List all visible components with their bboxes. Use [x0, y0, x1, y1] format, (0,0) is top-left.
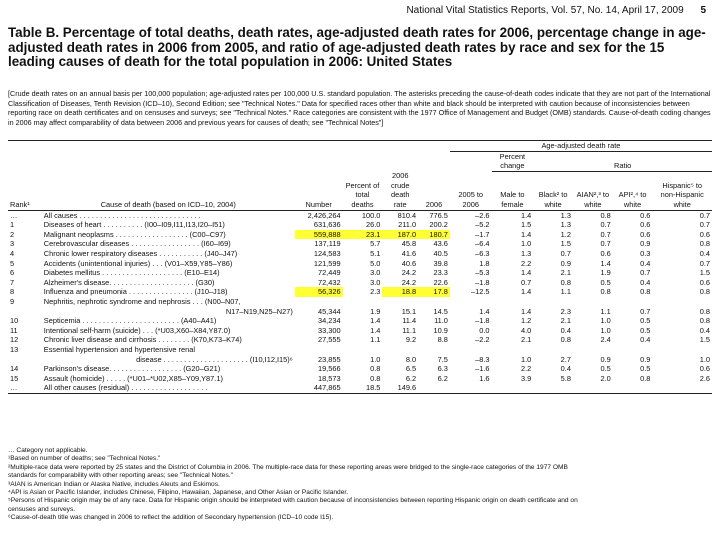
crude-rate: 24.2 — [401, 268, 417, 278]
ratio-aian-white: 0.6 — [600, 249, 611, 259]
ratio-api-white: 0.7 — [640, 268, 651, 278]
crude-rate: 15.1 — [401, 306, 417, 316]
group-percent-change-header: Percent change — [492, 151, 534, 171]
col-number-header: Number — [295, 171, 343, 210]
ratio-api-white: 0.4 — [640, 277, 651, 287]
cause-name: Chronic liver disease and cirrhosis . . . . . . . . (K70,K73–K74) — [43, 335, 242, 345]
cause-name: All causes . . . . . . . . . . . . . . . . . . . . . . . . . . . . . . — [43, 210, 201, 220]
ratio-aian-white: 2.4 — [600, 335, 611, 345]
ratio-aian-white — [573, 297, 613, 307]
table-row — [8, 278, 712, 288]
ratio-aian-white: 1.9 — [600, 268, 611, 278]
age-adjusted-rate: 14.5 — [433, 306, 448, 316]
ratio-api-white: 0.6 — [640, 229, 651, 239]
percent-total: 1.4 — [370, 316, 381, 326]
ratio-black-white: 2.7 — [560, 354, 571, 364]
ratio-black-white — [533, 383, 573, 393]
ratio-api-white: 0.3 — [640, 249, 651, 259]
percent-total: 1.4 — [370, 325, 381, 335]
cause-name: N17–N19,N25–N27) — [225, 306, 293, 316]
ratio-hispanic: 0.6 — [699, 364, 710, 374]
death-count: 2,426,264 — [307, 210, 341, 220]
cause-name: Intentional self-harm (suicide) . . . (*U03,X60–X84,Y87.0) — [43, 325, 231, 335]
table-row — [8, 316, 712, 326]
age-adjusted-rate: 11.0 — [434, 316, 448, 326]
ratio-aian-white: 0.5 — [600, 277, 611, 287]
footnote: ⁶Cause-of-death title was changed in 2006 to reflect the addition of Secondary hypertension (ICD–10 code I15). — [8, 514, 334, 522]
cause-rank: 10 — [10, 316, 19, 326]
ratio-hispanic: 0.7 — [699, 258, 710, 268]
table-row — [8, 364, 712, 374]
ratio-hispanic: 2.6 — [699, 373, 710, 383]
percent-change: 1.6 — [479, 373, 490, 383]
ratio-black-white: 0.7 — [560, 249, 571, 259]
ratio-male-female: 3.9 — [520, 373, 532, 383]
ratio-api-white — [613, 297, 653, 307]
table-row — [8, 307, 712, 317]
ratio-api-white: 0.7 — [640, 306, 651, 316]
ratio-api-white: 0.6 — [640, 210, 651, 220]
age-adjusted-rate — [418, 383, 450, 393]
cause-rank: 9 — [10, 297, 15, 306]
ratio-black-white: 1.5 — [560, 239, 571, 249]
ratio-aian-white: 1.0 — [600, 316, 611, 326]
death-count — [295, 345, 343, 355]
col-aian-header: AIAN²,³ to white — [573, 171, 613, 210]
ratio-api-white: 0.8 — [640, 373, 651, 383]
age-adjusted-rate: 6.3 — [437, 364, 448, 374]
cause-rank: 15 — [10, 373, 19, 383]
percent-total: 5.0 — [370, 258, 381, 268]
age-adjusted-rate — [418, 297, 450, 307]
percent-change — [450, 383, 492, 393]
cause-rank: 5 — [10, 258, 15, 268]
ratio-aian-white: 2.0 — [600, 373, 611, 383]
ratio-aian-white — [573, 345, 613, 355]
percent-change: 1.4 — [479, 306, 490, 316]
col-api-header: API²,⁴ to white — [613, 171, 653, 210]
table-row — [8, 259, 712, 269]
age-adjusted-rate: 10.9 — [433, 325, 448, 335]
cause-rank — [8, 307, 42, 317]
footnote: ²Multiple-race data were reported by 25 states and the District of Columbia in 2006. The multiple-race data for these reporting areas were bridged to the single-race categories of the 1977 OMB — [8, 463, 568, 471]
ratio-api-white — [613, 383, 653, 393]
cause-name: Cerebrovascular diseases . . . . . . . . . . . . . . . . . (I60–I69) — [43, 239, 231, 249]
ratio-male-female: 1.5 — [520, 220, 532, 230]
death-count: 559,888 — [295, 230, 343, 240]
ratio-black-white: 0.8 — [560, 335, 571, 345]
ratio-black-white: 2.1 — [560, 268, 571, 278]
cause-name: Chronic lower respiratory diseases . . . . . . . . . . . (J40–J47) — [43, 249, 238, 259]
crude-rate: 810.4 — [397, 210, 417, 220]
ratio-aian-white — [573, 383, 613, 393]
ratio-aian-white: 0.5 — [600, 364, 611, 374]
footnotes — [8, 447, 712, 523]
ratio-black-white — [533, 297, 573, 307]
footnote: ⁴API is Asian or Pacific Islander, includes Chinese, Filipino, Hawaiian, Japanese, and Other Asian or Pacific Islander. — [8, 489, 349, 497]
col-male-header: Male to female — [492, 171, 534, 210]
ratio-aian-white: 1.0 — [600, 325, 611, 335]
death-count: 72,449 — [317, 268, 341, 278]
group-age-adjusted-header: Age-adjusted death rate — [450, 141, 712, 152]
crude-rate: 9.2 — [405, 335, 417, 345]
ratio-hispanic: 0.4 — [699, 325, 710, 335]
table-row — [8, 239, 712, 249]
crude-rate: 211.0 — [398, 220, 417, 230]
ratio-male-female: 4.0 — [520, 325, 532, 335]
ratio-api-white: 0.4 — [640, 335, 651, 345]
ratio-hispanic: 1.5 — [699, 335, 710, 345]
death-count: 447,865 — [295, 383, 343, 393]
ratio-hispanic — [652, 383, 712, 393]
percent-total: 0.8 — [370, 364, 381, 374]
ratio-male-female: 1.4 — [520, 210, 532, 220]
age-adjusted-rate: 23.3 — [433, 268, 448, 278]
ratio-male-female: 1.3 — [520, 249, 532, 259]
percent-total: 3.0 — [370, 268, 381, 278]
footnote: ¹Based on number of deaths; see "Technical Notes." — [8, 455, 161, 463]
ratio-black-white: 0.9 — [560, 258, 571, 268]
ratio-aian-white: 1.1 — [600, 306, 611, 316]
ratio-male-female: 1.4 — [520, 306, 532, 316]
death-count: 631,636 — [313, 220, 341, 230]
death-count: 56,326 — [295, 287, 343, 297]
percent-total: 1.0 — [370, 354, 381, 364]
journal-title: National Vital Statistics Reports, Vol. 57, No. 14, April 17, 2009 — [406, 5, 684, 16]
table-row — [8, 249, 712, 259]
crude-rate: 6.5 — [405, 364, 417, 374]
age-adjusted-rate: 6.2 — [437, 373, 448, 383]
ratio-male-female: 0.7 — [520, 277, 532, 287]
percent-total: 1.9 — [370, 306, 381, 316]
crude-rate: 187.0 — [382, 230, 418, 240]
footnote: ³AIAN is American Indian or Alaska Native, includes Aleuts and Eskimos. — [8, 480, 220, 488]
crude-rate: 24.2 — [401, 277, 417, 287]
footnote: ⁵Persons of Hispanic origin may be of any race. Data for Hispanic origin should be interpreted with caution because of inconsistencies between reporting Hispanic origin on death certificate and on — [8, 497, 578, 505]
cause-rank: 1 — [10, 220, 15, 230]
crude-rate: 6.2 — [405, 373, 417, 383]
cause-name: Essential hypertension and hypertensive renal — [43, 344, 195, 354]
cause-rank — [8, 355, 42, 365]
ratio-aian-white: 0.9 — [600, 354, 611, 364]
ratio-male-female: 1.0 — [520, 239, 532, 249]
age-adjusted-rate: 22.6 — [433, 277, 448, 287]
footnote: … Category not applicable. — [8, 447, 88, 454]
cause-name: disease . . . . . . . . . . . . . . . . . . . . . (I10,I12,I15)⁶ — [136, 354, 293, 364]
crude-rate: 8.0 — [405, 354, 417, 364]
ratio-aian-white: 0.7 — [600, 239, 611, 249]
death-count — [295, 297, 343, 307]
crude-rate: 18.8 — [382, 287, 418, 297]
death-count: 72,432 — [317, 277, 341, 287]
ratio-api-white: 0.8 — [640, 287, 651, 297]
percent-change: –2.6 — [475, 210, 490, 220]
ratio-api-white — [613, 345, 653, 355]
table-row — [8, 268, 712, 278]
table-title: Table B. Percentage of total deaths, death rates, age-adjusted death rates for 2006, percentage change in age-adjusted death rates in 2006 from 2005, and ratio of age-adjusted death rates by race and sex for the 15 leading causes of death for the total population in 2006: United States — [8, 25, 706, 69]
percent-total: 26.0 — [365, 220, 381, 230]
col-percent-header: Percent of total deaths — [343, 171, 383, 210]
group-ratio-header: Ratio — [533, 151, 712, 171]
death-count: 45,344 — [317, 306, 341, 316]
ratio-api-white: 0.6 — [640, 220, 651, 230]
ratio-aian-white: 1.4 — [600, 258, 611, 268]
percent-change: –1.7 — [475, 229, 490, 239]
table-row — [8, 355, 712, 365]
ratio-male-female — [492, 297, 534, 307]
ratio-male-female: 1.4 — [520, 287, 532, 297]
crude-rate: 45.8 — [401, 239, 417, 249]
ratio-hispanic: 0.7 — [699, 210, 710, 220]
percent-total: 3.0 — [370, 277, 381, 287]
mortality-table — [8, 140, 712, 394]
ratio-aian-white: 0.7 — [600, 220, 611, 230]
col-black-header: Black² to white — [533, 171, 573, 210]
percent-total: 23.1 — [343, 230, 383, 240]
cause-name: Malignant neoplasms . . . . . . . . . . . . . . . . . . (C00–C97) — [43, 229, 226, 239]
cause-name: Septicemia . . . . . . . . . . . . . . . . . . . . . . . . (A40–A41) — [43, 316, 217, 326]
col-cause-header: Cause of death (based on ICD–10, 2004) — [42, 171, 295, 210]
age-adjusted-rate: 40.5 — [433, 249, 448, 259]
ratio-male-female: 2.2 — [520, 258, 532, 268]
cause-rank: 7 — [10, 277, 15, 287]
percent-total: 18.5 — [343, 383, 383, 393]
death-count: 124,583 — [313, 249, 341, 259]
ratio-male-female — [492, 345, 534, 355]
ratio-black-white: 0.4 — [560, 325, 571, 335]
table-row — [8, 326, 712, 336]
ratio-black-white: 1.2 — [560, 229, 571, 239]
ratio-male-female — [492, 383, 534, 393]
footnote: standards for comparability with other reporting areas; see "Technical Notes." — [8, 472, 233, 480]
ratio-male-female: 1.4 — [520, 229, 532, 239]
ratio-hispanic: 0.4 — [699, 249, 710, 259]
cause-name: All other causes (residual) . . . . . . . . . . . . . . . . . . . — [42, 383, 295, 393]
ratio-male-female: 2.2 — [520, 364, 532, 374]
death-count: 33,300 — [317, 325, 341, 335]
crude-rate: 11.4 — [402, 316, 417, 326]
age-adjusted-rate — [418, 345, 450, 355]
ratio-hispanic — [652, 345, 712, 355]
ratio-male-female: 2.1 — [520, 335, 532, 345]
age-adjusted-rate: 8.8 — [437, 335, 448, 345]
death-count: 121,599 — [313, 258, 341, 268]
ratio-black-white: 1.3 — [560, 210, 571, 220]
col-rank-header: Rank¹ — [8, 171, 42, 210]
ratio-hispanic: 0.8 — [699, 239, 710, 249]
percent-total — [343, 345, 383, 355]
table-row — [8, 374, 712, 384]
cause-rank: … — [8, 383, 42, 393]
percent-change: –6.4 — [475, 239, 490, 249]
ratio-male-female: 1.2 — [520, 316, 532, 326]
cause-rank: 4 — [10, 249, 15, 259]
percent-change: –1.8 — [475, 277, 490, 287]
percent-change: –5.2 — [475, 220, 490, 230]
page-number: 5 — [700, 5, 706, 16]
ratio-api-white: 0.4 — [640, 258, 651, 268]
cause-rank: 13 — [10, 344, 19, 354]
ratio-hispanic: 1.0 — [699, 354, 710, 364]
death-count: 18,573 — [317, 373, 341, 383]
cause-rank: 3 — [10, 239, 15, 249]
age-adjusted-rate: 200.2 — [429, 220, 448, 230]
ratio-hispanic — [652, 297, 712, 307]
ratio-black-white — [533, 345, 573, 355]
footnote: censuses and surveys. — [8, 505, 76, 513]
ratio-black-white: 2.3 — [560, 306, 571, 316]
percent-total: 1.1 — [370, 335, 381, 345]
ratio-black-white: 1.3 — [560, 220, 571, 230]
percent-total — [343, 297, 383, 307]
cause-rank: 12 — [10, 335, 19, 345]
table-row — [8, 345, 712, 355]
table-body — [8, 210, 712, 393]
table-row — [8, 287, 712, 297]
ratio-hispanic: 0.8 — [699, 306, 710, 316]
cause-rank: 6 — [10, 268, 15, 278]
crude-rate — [382, 345, 418, 355]
death-count: 27,555 — [317, 335, 341, 345]
table-row — [8, 335, 712, 345]
ratio-hispanic: 0.8 — [699, 287, 710, 297]
ratio-api-white: 0.5 — [640, 364, 651, 374]
crude-rate — [382, 297, 418, 307]
ratio-api-white: 0.9 — [640, 354, 651, 364]
percent-change — [450, 345, 492, 355]
cause-name: Influenza and pneumonia . . . . . . . . . . . . . . . . (J10–J18) — [43, 287, 228, 297]
percent-total: 5.7 — [370, 239, 381, 249]
ratio-hispanic: 1.5 — [699, 268, 710, 278]
age-adjusted-rate: 17.8 — [418, 287, 450, 297]
table-row — [8, 383, 712, 393]
age-adjusted-rate: 776.5 — [429, 210, 448, 220]
percent-change: –6.3 — [475, 249, 490, 259]
ratio-black-white: 5.8 — [560, 373, 571, 383]
percent-total: 5.1 — [370, 249, 381, 259]
table-row — [8, 210, 712, 220]
cause-rank: 8 — [10, 287, 15, 297]
ratio-aian-white: 0.8 — [600, 287, 611, 297]
cause-name: Diabetes mellitus . . . . . . . . . . . . . . . . . . . . (E10–E14) — [43, 268, 220, 278]
table-row — [8, 230, 712, 240]
ratio-aian-white: 0.8 — [600, 210, 611, 220]
ratio-aian-white: 0.7 — [600, 229, 611, 239]
col-change-header: 2005 to 2006 — [450, 171, 492, 210]
ratio-hispanic: 0.6 — [699, 277, 710, 287]
age-adjusted-rate: 43.6 — [433, 239, 448, 249]
ratio-male-female: 1.0 — [520, 354, 532, 364]
death-count: 19,566 — [317, 364, 341, 374]
crude-rate: 11.1 — [402, 325, 417, 335]
percent-change: –2.2 — [475, 335, 490, 345]
ratio-hispanic: 0.7 — [699, 220, 710, 230]
percent-change: 0.0 — [479, 325, 490, 335]
ratio-black-white: 0.8 — [560, 277, 571, 287]
cause-name: Assault (homicide) . . . . . (*U01–*U02,X85–Y09,Y87.1) — [43, 373, 223, 383]
death-count: 23,855 — [317, 354, 341, 364]
ratio-hispanic: 0.6 — [699, 229, 710, 239]
col-2006-header: 2006 — [418, 171, 450, 210]
ratio-black-white: 0.4 — [560, 364, 571, 374]
ratio-hispanic: 0.8 — [699, 316, 710, 326]
cause-name: Parkinson's disease. . . . . . . . . . . . . . . . . . (G20–G21) — [43, 364, 221, 374]
page-header — [406, 5, 706, 16]
percent-change — [450, 297, 492, 307]
crude-rate: 41.6 — [401, 249, 417, 259]
ratio-api-white: 0.5 — [640, 325, 651, 335]
percent-change: –1.8 — [475, 316, 490, 326]
percent-total: 0.8 — [370, 373, 381, 383]
percent-total: 100.0 — [361, 210, 381, 220]
col-crude-header: 2006 crude death rate — [382, 171, 418, 210]
percent-change: –12.5 — [471, 287, 490, 297]
age-adjusted-rate: 180.7 — [418, 230, 450, 240]
percent-change: –1.6 — [475, 364, 490, 374]
crude-rate: 40.6 — [401, 258, 417, 268]
percent-change: 1.8 — [479, 258, 490, 268]
cause-name: Alzheimer's disease. . . . . . . . . . . . . . . . . . . . . (G30) — [43, 277, 215, 287]
cause-rank: 14 — [10, 364, 19, 374]
ratio-black-white: 2.1 — [560, 316, 571, 326]
table-intro-note: [Crude death rates on an annual basis per 100,000 population; age-adjusted rates per 100,000 U.S. standard population. The asterisks preceding the cause-of-death codes indicate that they are not part of the International Classification of Diseases, Tenth Revision (ICD–10), Second Edition; see "Technical Notes." Data for specified races other than white and black should be interpreted with caution because of inconsistencies between reporting race on death certificates and on censuses and surveys; see "Technical Notes." Race categories are consistent with the 1977 Office of Management and Budget (OMB) standards. Cause-of-death coding changes in 2006 may affect comparability of data between 2006 and previous years for causes of death; see "Technical Notes"] — [8, 89, 711, 127]
death-count: 34,234 — [317, 316, 341, 326]
cause-name: Diseases of heart . . . . . . . . . . (I00–I09,I11,I13,I20–I51) — [43, 220, 225, 230]
death-count: 137,119 — [314, 239, 341, 249]
table-row — [8, 220, 712, 230]
crude-rate: 149.6 — [382, 383, 418, 393]
ratio-black-white: 1.1 — [560, 287, 571, 297]
percent-total: 2.3 — [370, 287, 381, 297]
ratio-api-white: 0.9 — [640, 239, 651, 249]
table-row — [8, 297, 712, 307]
cause-name: Accidents (unintentional injuries) . . . (V01–X59,Y85–Y86) — [43, 258, 233, 268]
cause-rank: 11 — [10, 325, 18, 335]
ratio-api-white: 0.5 — [640, 316, 651, 326]
age-adjusted-rate: 39.8 — [433, 258, 448, 268]
ratio-male-female: 1.4 — [520, 268, 532, 278]
cause-rank: … — [10, 210, 18, 220]
col-hispanic-header: Hispanic⁵ to non-Hispanic white — [652, 171, 712, 210]
cause-rank: 2 — [10, 229, 15, 239]
percent-change: –8.3 — [475, 354, 490, 364]
age-adjusted-rate: 7.5 — [437, 354, 448, 364]
percent-change: –5.3 — [475, 268, 490, 278]
cause-name: Nephritis, nephrotic syndrome and nephrosis . . . (N00–N07, — [43, 297, 241, 306]
